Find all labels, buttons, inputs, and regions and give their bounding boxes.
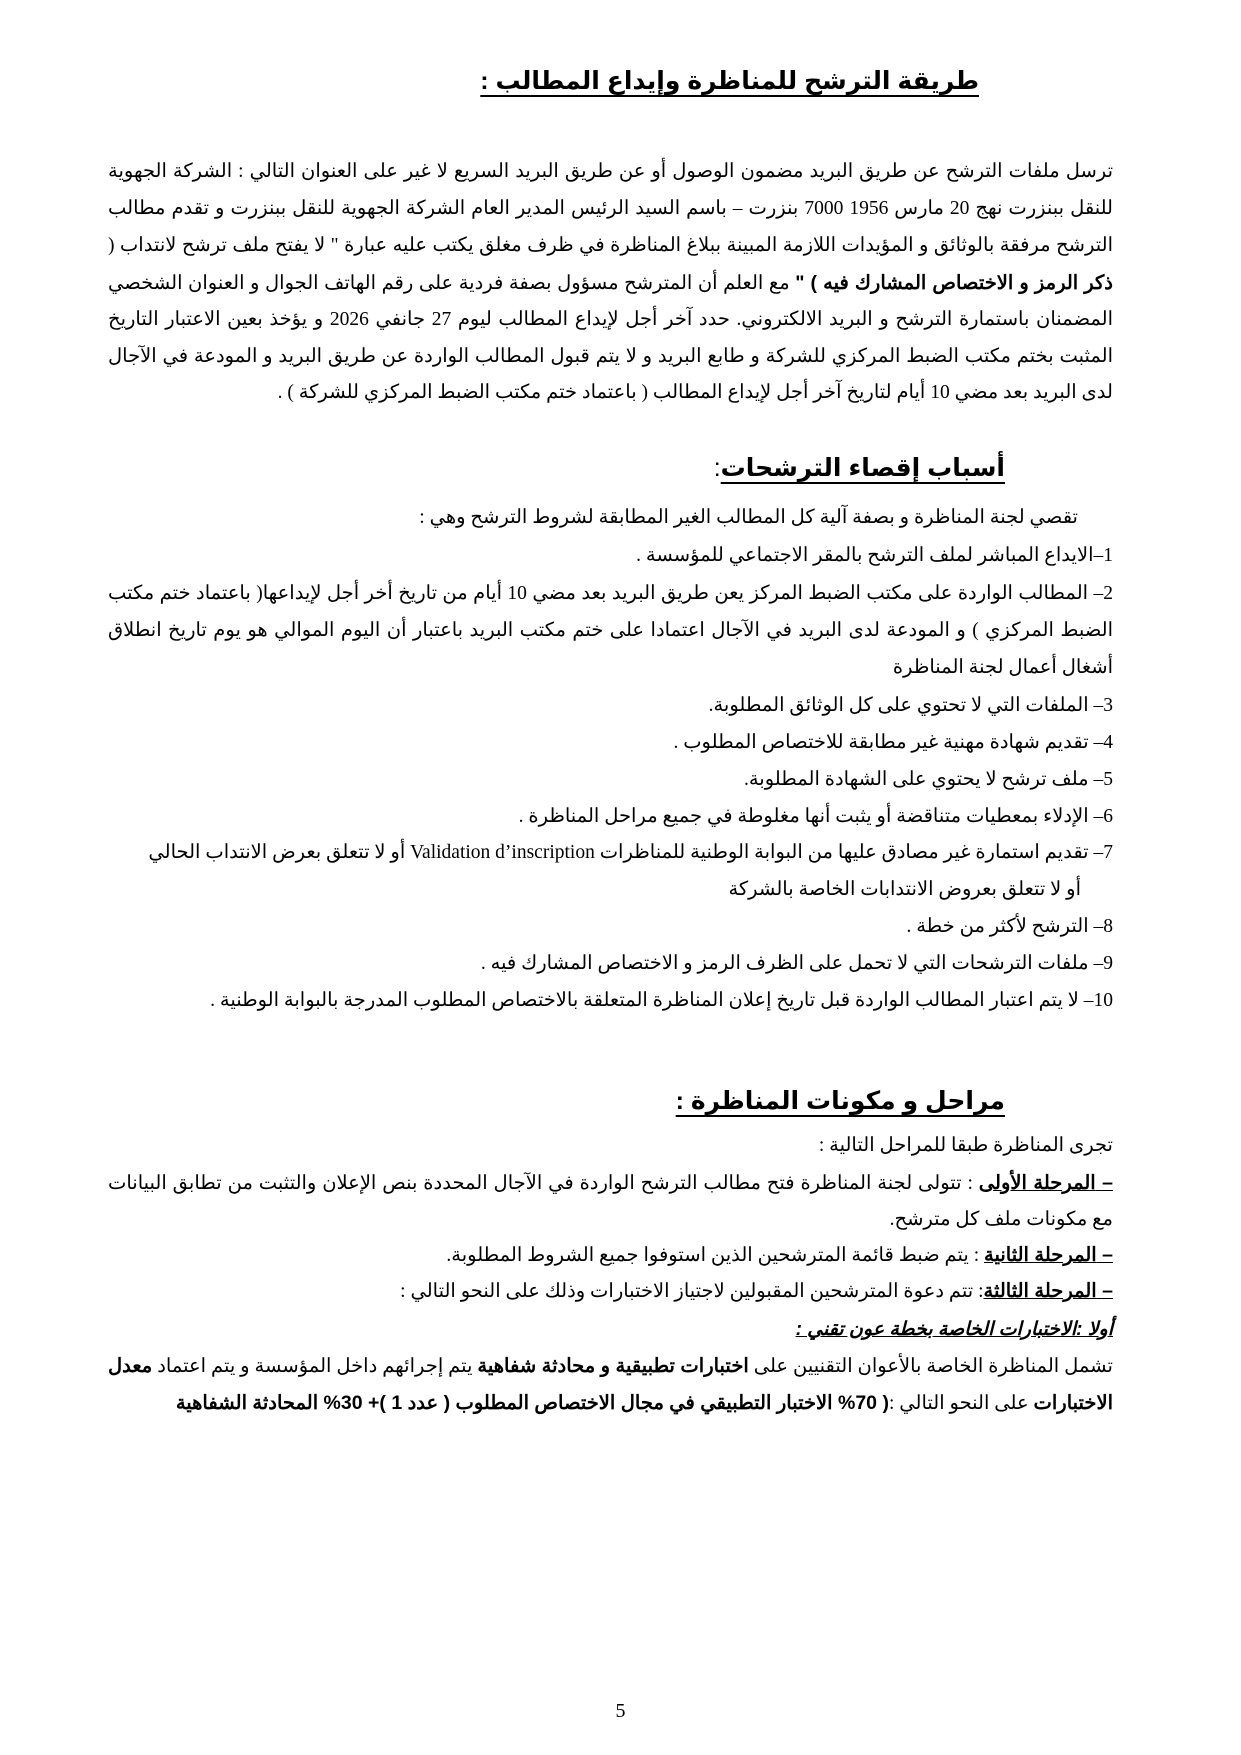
title-colon: :	[713, 454, 721, 482]
rejection-item-2: 2– المطالب الواردة على مكتب الضبط المركز يعن طريق البريد بعد مضي 10 أيام من تاريخ أخر أجل لإيداعها( باعتماد ختم مكتب الضبط المركزي ) و المودعة لدى البريد في الآجال اعتمادا على ختم مكتب البريد باعتبار أن اليوم الموالي هو يوم تاريخ انطلاق أشغال أعمال لجنة المناظرة	[108, 583, 1113, 678]
rejection-intro: تقصي لجنة المناظرة و بصفة آلية كل المطالب الغير المطابقة لشروط الترشح وهي :	[419, 507, 1078, 528]
rejection-item-6: 6– الإدلاء بمعطيات متناقضة أو يثبت أنها مغلوطة في جميع مراحل المناظرة .	[518, 806, 1113, 827]
stage-1	[108, 1165, 1113, 1238]
tests-text: تشمل المناظرة الخاصة بالأعوان التقنيين على	[748, 1356, 1113, 1377]
stage-2-label: المرحلة الثانية	[984, 1244, 1097, 1266]
stage-3-text: تتم دعوة المترشحين المقبولين لاجتياز الاختبارات وذلك على النحو التالي :	[400, 1281, 974, 1302]
rejection-item-1: 1–الايداع المباشر لملف الترشح بالمقر الاجتماعي للمؤسسة .	[636, 545, 1113, 566]
rejection-item-9: 9– ملفات الترشحات التي لا تحمل على الظرف الرمز و الاختصاص المشارك فيه .	[480, 953, 1113, 974]
paragraph-bold-text: ذكر الرمز و الاختصاص المشارك فيه ) "	[795, 271, 1113, 294]
rejection-item-7-continued: أو لا تتعلق بعروض الانتدابات الخاصة بالشركة	[728, 879, 1081, 900]
section-title-rejection-reasons	[714, 453, 1005, 483]
tests-weighting: ( 70% الاختبار التطبيقي في مجال الاختصاص المطلوب ( عدد 1 )+ 30% المحادثة الشفاهية	[175, 1392, 889, 1414]
paragraph-text: مع العلم أن المترشح مسؤول بصفة فردية على رقم الهاتف الجوال و العنوان الشخصي المضمنان باستمارة الترشح و البريد الالكتروني. حدد آخر أجل لإيداع المطالب ليوم 27 جانفي 2026 و يؤخذ بعين الاعتبار التاريخ المثبت بختم مكتب الضبط المركزي للشركة و طابع البريد و لا يتم قبول المطالب الواردة عن طريق البريد و المودعة في الآجال لدى البريد بعد مضي 10 أيام لتاريخ آخر أجل لإيداع المطالب ( باعتماد ختم مكتب الضبط المركزي للشركة ) .	[108, 272, 1113, 403]
rejection-item-10: 10– لا يتم اعتبار المطالب الواردة قبل تاريخ إعلان المناظرة المتعلقة بالاختصاص المطلوب المدرجة بالبوابة الوطنية .	[210, 990, 1113, 1011]
stage-1-sep: :	[961, 1173, 979, 1194]
rejection-item-5: 5– ملف ترشح لا يحتوي على الشهادة المطلوبة.	[743, 769, 1113, 790]
rejection-item-7: 7– تقديم استمارة غير مصادق عليها من البوابة الوطنية للمناظرات Validation d’inscription أو لا تتعلق بعرض الانتداب الحالي	[148, 842, 1113, 863]
rejection-item-4: 4– تقديم شهادة مهنية غير مطابقة للاختصاص المطلوب .	[673, 732, 1113, 753]
rejection-item-8: 8– الترشح لأكثر من خطة .	[906, 916, 1113, 937]
tests-text: يتم إجرائهم داخل المؤسسة و يتم اعتماد	[152, 1356, 478, 1377]
section-title-stages: مراحل و مكونات المناظرة :	[675, 1087, 1005, 1115]
stage-dash: –	[1096, 1244, 1113, 1266]
stage-3-label: المرحلة الثالثة	[983, 1280, 1097, 1302]
subsection-title-technical-tests: أولا :الاختبارات الخاصة بخطة عون تقني :	[795, 1319, 1113, 1340]
rejection-reasons-title: أسباب إقصاء الترشحات	[720, 454, 1005, 482]
stage-1-label: المرحلة الأولى	[978, 1172, 1096, 1194]
stage-2	[446, 1240, 1113, 1271]
technical-tests-paragraph	[108, 1348, 1113, 1422]
tests-text: على النحو التالي :	[888, 1393, 1034, 1414]
stage-1-text: تتولى لجنة المناظرة فتح مطالب الترشح الواردة في الآجال المحددة بنص الإعلان والتثبت من تطابق البيانات مع مكونات ملف كل مترشح.	[108, 1173, 1113, 1230]
stage-2-sep: :	[968, 1245, 984, 1266]
paragraph-text: ترسل ملفات الترشح عن طريق البريد مضمون الوصول أو عن طريق البريد السريع لا غير على العنوان التالي : الشركة الجهوية للنقل ببنزرت نهج 20 مارس 1956 7000 بنزرت – باسم السيد الرئيس المدير العام الشركة الجهوية للنقل ببنزرت و تقدم مطالب الترشح مرفقة بالوثائق و المؤيدات اللازمة المبينة ببلاغ المناظرة في ظرف مغلق يكتب عليه عبارة " لا يفتح ملف ترشح لانتداب (	[108, 161, 1113, 256]
stage-2-text: يتم ضبط قائمة المترشحين الذين استوفوا جميع الشروط المطلوبة.	[446, 1245, 969, 1266]
rejection-item-3: 3– الملفات التي لا تحتوي على كل الوثائق المطلوبة.	[708, 695, 1113, 716]
stage-3	[400, 1276, 1113, 1307]
stage-dash: –	[1096, 1280, 1113, 1302]
page-number: 5	[615, 1700, 626, 1722]
application-method-paragraph	[108, 154, 1113, 412]
stage-dash: –	[1095, 1172, 1113, 1194]
stages-intro: تجرى المناظرة طبقا للمراحل التالية :	[818, 1135, 1113, 1156]
tests-bold: معدل الاختبارات	[108, 1355, 1113, 1414]
section-title-application-method: طريقة الترشح للمناظرة وإيداع المطالب :	[480, 67, 979, 95]
stage-3-sep: :	[973, 1281, 984, 1302]
tests-bold: اختبارات تطبيقية و محادثة شفاهية	[477, 1355, 749, 1377]
